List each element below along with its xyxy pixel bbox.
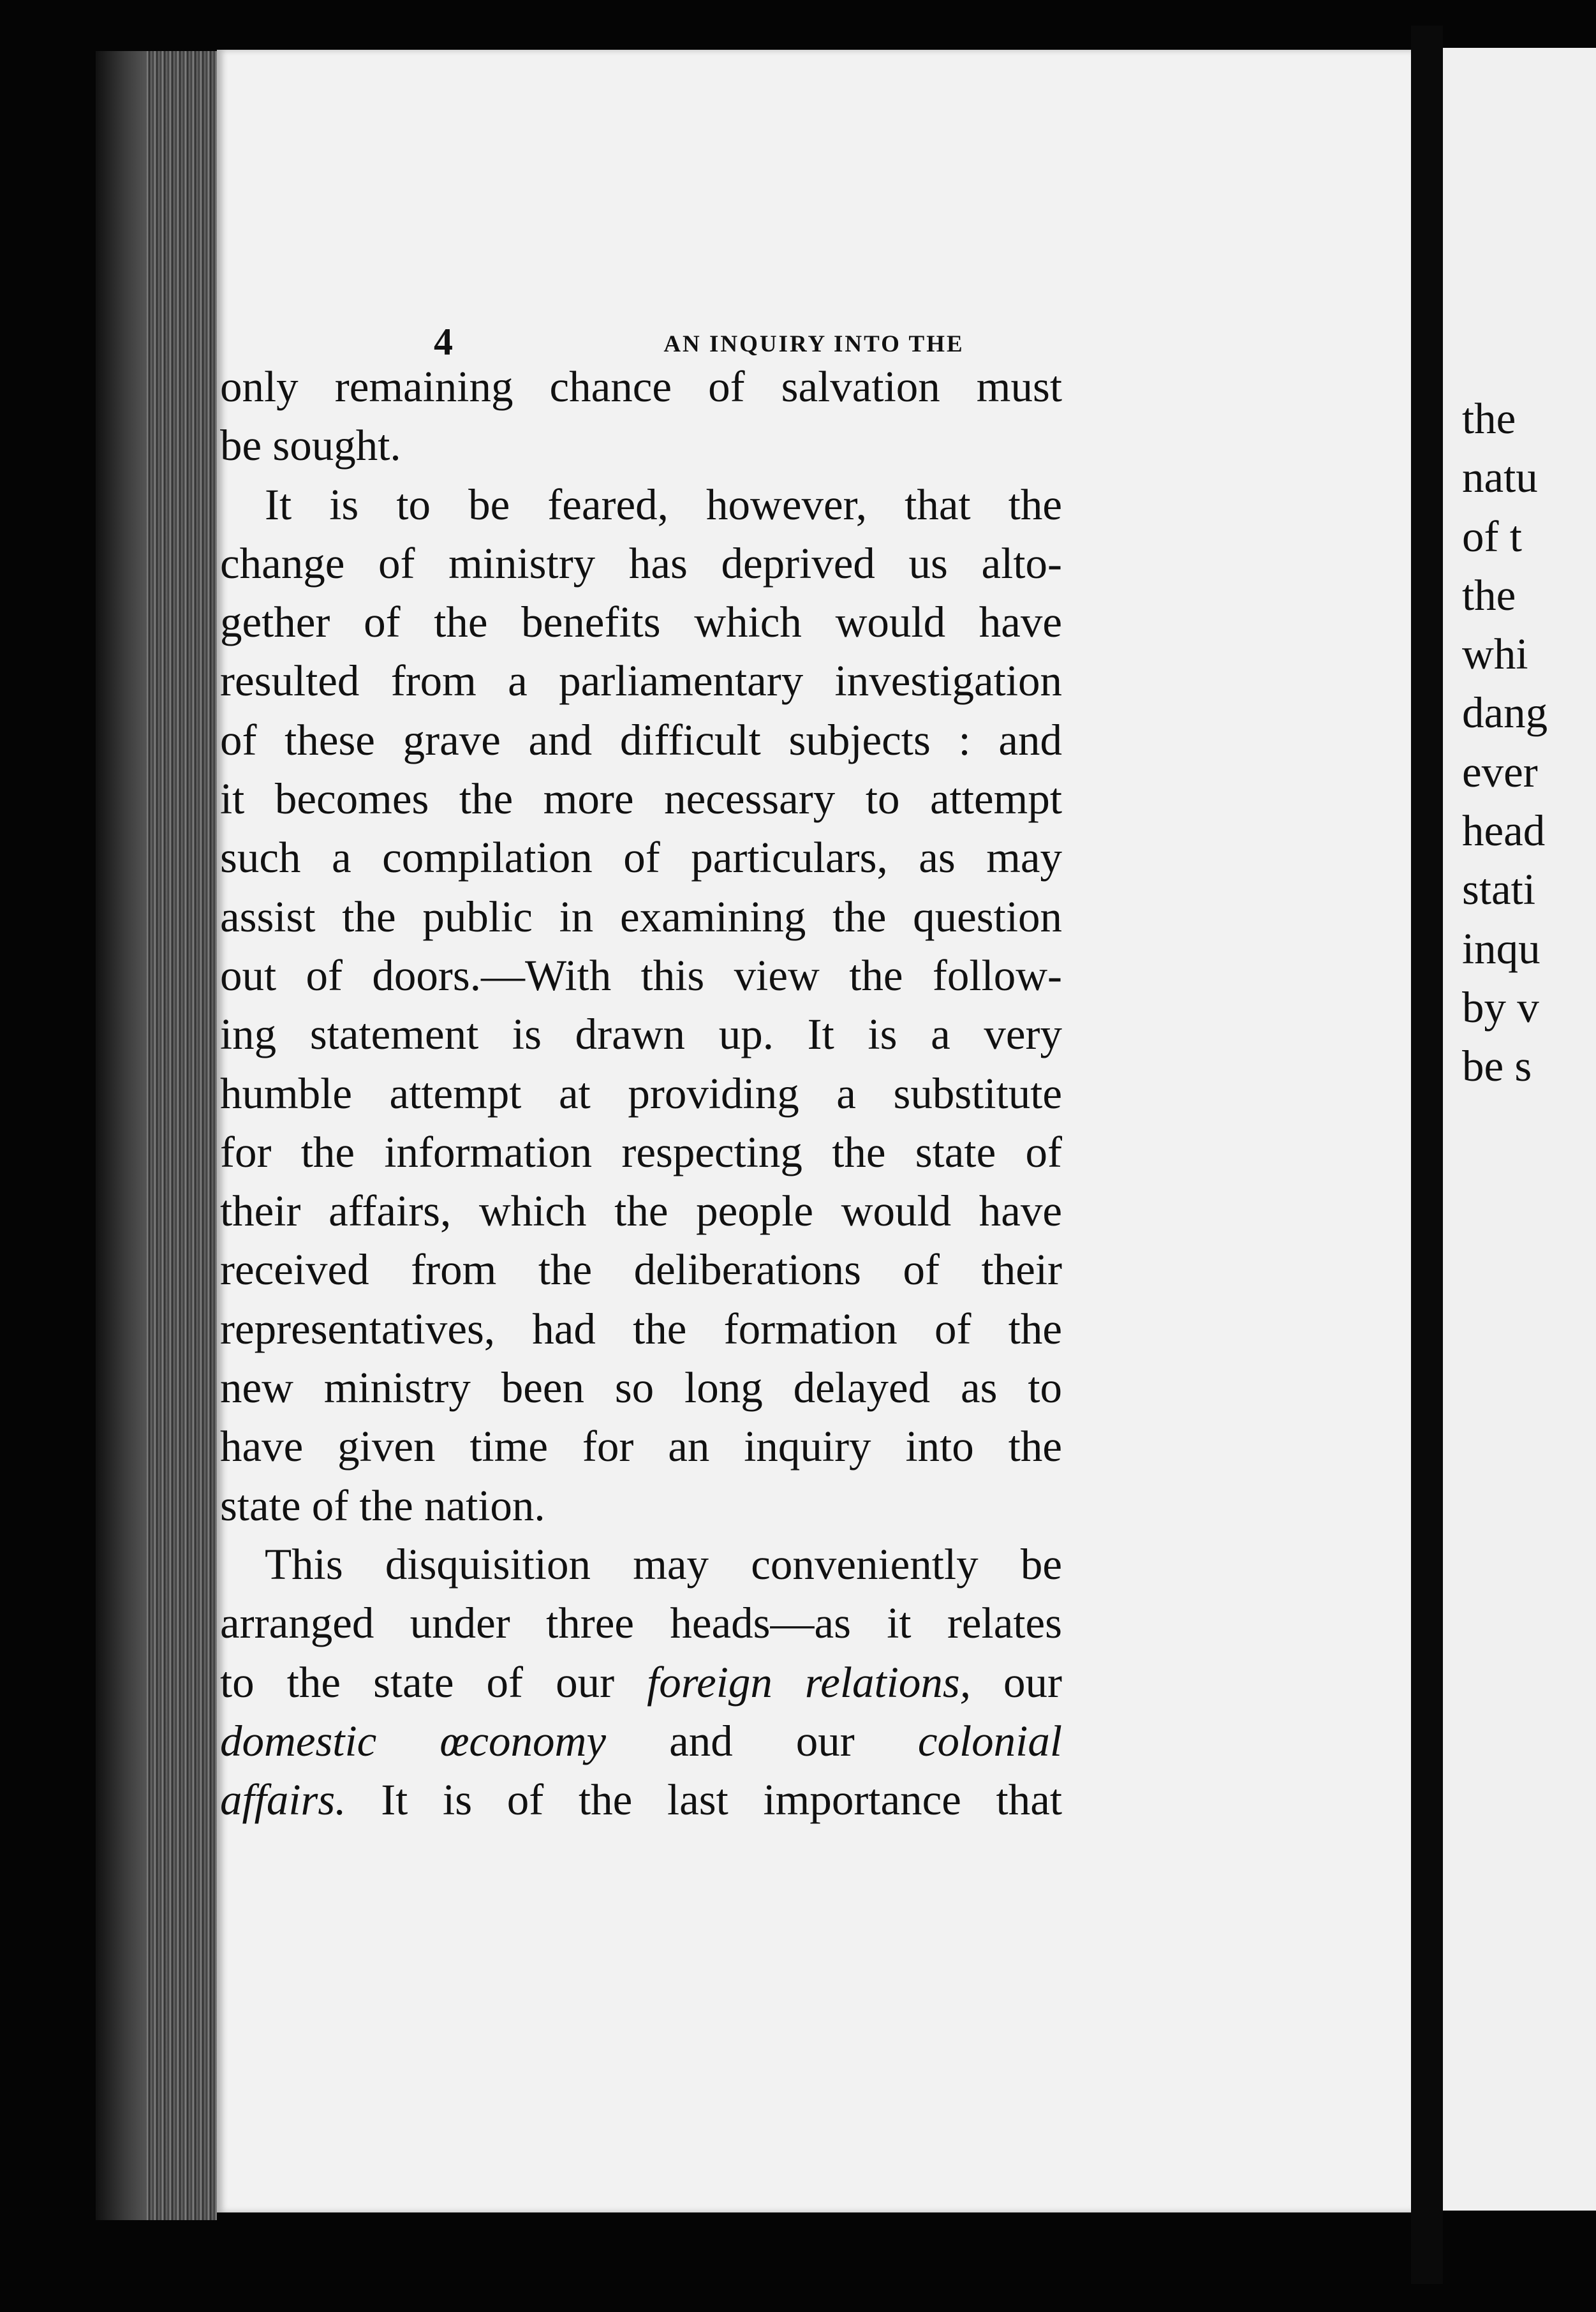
text-fragment: be s xyxy=(1462,1042,1532,1091)
text-line: change of ministry has deprived us alto- xyxy=(220,538,1062,588)
text-line: It is to be feared, however, that the xyxy=(265,480,1062,529)
body-text xyxy=(220,357,1062,1829)
text-line: ing statement is drawn up. It is a very xyxy=(220,1010,1062,1059)
text-line: their affairs, which the people would have xyxy=(220,1187,1062,1236)
right-page-text xyxy=(1462,389,1548,1096)
text-run: and our xyxy=(669,1716,855,1765)
text-line: assist the public in examining the question xyxy=(220,892,1062,941)
text-fragment: whi xyxy=(1462,630,1528,679)
text-fragment: stati xyxy=(1462,865,1535,914)
text-line-mixed xyxy=(220,1712,1062,1770)
page-number: 4 xyxy=(434,321,453,363)
text-line: only remaining chance of salvation must xyxy=(220,362,1062,411)
text-line: have given time for an inquiry into the xyxy=(220,1422,1062,1471)
italic-phrase: affairs. xyxy=(220,1775,346,1825)
text-line: humble attempt at providing a substitute xyxy=(220,1069,1062,1118)
text-fragment: natu xyxy=(1462,453,1538,502)
text-line: new ministry been so long delayed as to xyxy=(220,1363,1062,1412)
text-fragment: dang xyxy=(1462,688,1548,737)
text-line: state of the nation. xyxy=(220,1481,545,1530)
text-line: gether of the benefits which would have xyxy=(220,598,1062,647)
text-line: arranged under three heads—as it relates xyxy=(220,1599,1062,1648)
text-fragment: the xyxy=(1462,394,1516,443)
text-fragment: the xyxy=(1462,570,1516,619)
text-line-mixed xyxy=(220,1770,1062,1829)
text-line: out of doors.—With this view the follow- xyxy=(220,951,1062,1000)
text-line: be sought. xyxy=(220,421,401,470)
text-line: representatives, had the formation of the xyxy=(220,1304,1062,1353)
text-line: such a compilation of particulars, as may xyxy=(220,833,1062,882)
book-spine-shadow xyxy=(96,51,147,2220)
italic-phrase: colonial xyxy=(917,1716,1062,1765)
text-fragment: inqu xyxy=(1462,924,1541,973)
text-fragment: of t xyxy=(1462,512,1522,561)
text-fragment: by v xyxy=(1462,982,1539,1032)
text-line: of these grave and difficult subjects : and xyxy=(220,715,1062,764)
text-run: It is of the last importance that xyxy=(381,1775,1062,1825)
right-page xyxy=(1443,48,1596,2211)
text-fragment: ever xyxy=(1462,747,1538,796)
text-fragment: head xyxy=(1462,806,1546,856)
text-line: resulted from a parliamentary investigation xyxy=(220,656,1062,706)
italic-phrase: domestic œconomy xyxy=(220,1716,606,1765)
italic-phrase: foreign relations, xyxy=(647,1657,971,1707)
text-run: our xyxy=(1003,1657,1062,1707)
text-line-mixed xyxy=(220,1653,1062,1712)
text-run: to the state of our xyxy=(220,1657,615,1707)
text-line: it becomes the more necessary to attempt xyxy=(220,774,1062,824)
book-gutter xyxy=(1411,26,1443,2284)
running-head xyxy=(217,323,1411,361)
running-title: AN INQUIRY INTO THE xyxy=(663,331,964,357)
text-line: This disquisition may conveniently be xyxy=(265,1539,1062,1589)
text-line: for the information respecting the state of xyxy=(220,1127,1062,1176)
text-line: received from the deliberations of their xyxy=(220,1245,1062,1294)
